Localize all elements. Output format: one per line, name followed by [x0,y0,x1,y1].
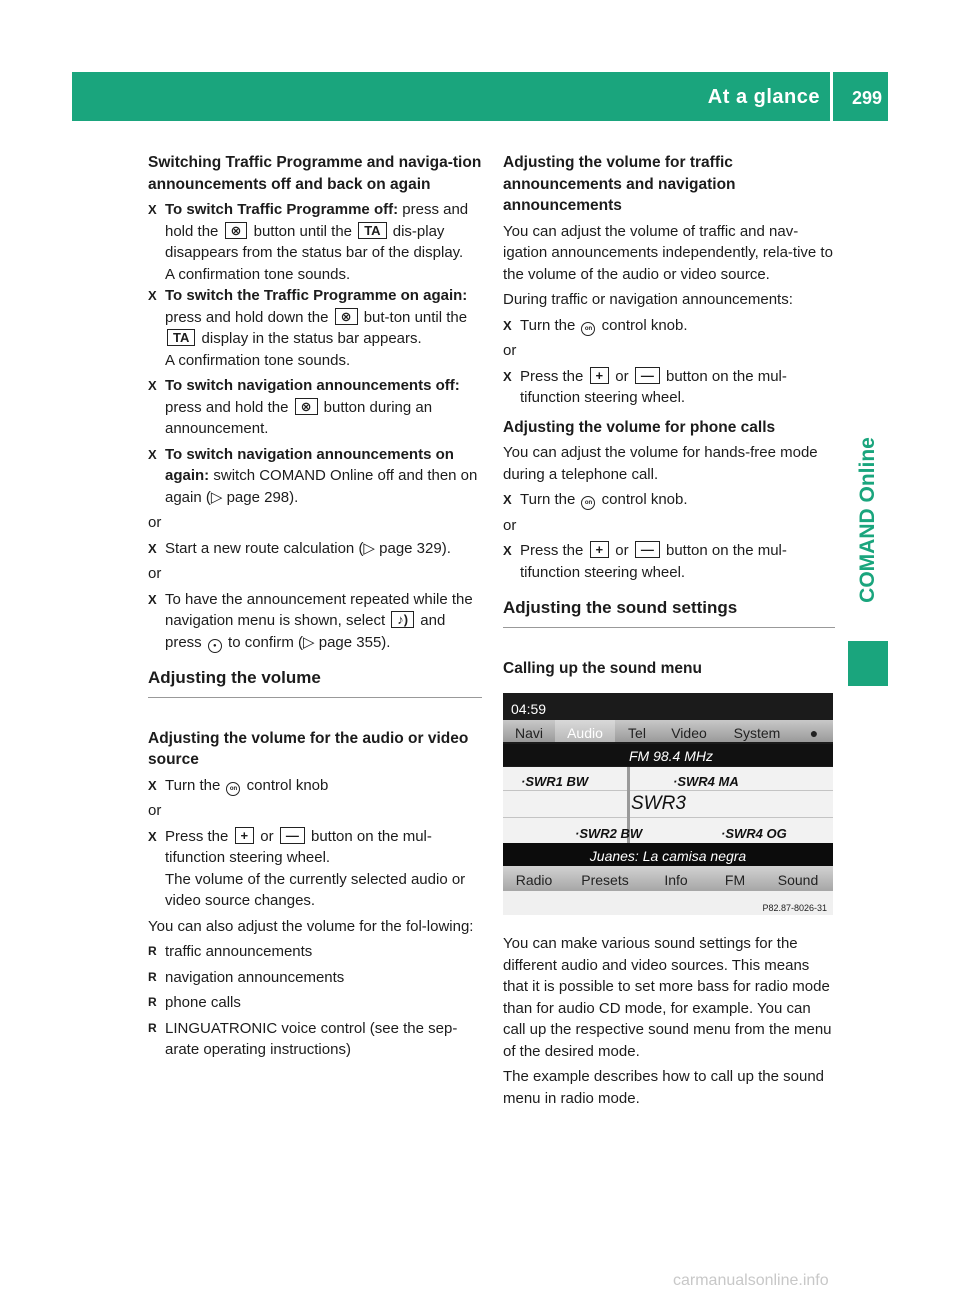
step-label: To switch the Traffic Programme on again: [165,287,468,304]
instruction-step [148,589,482,654]
page-number: 299 [851,88,882,108]
step-text: to confirm (▷ page 355). [223,633,391,651]
control-knob-icon: on [581,496,595,510]
plus-button-icon: + [235,827,255,844]
step-text: button during an announcement. [165,398,433,437]
step-text: press and hold down the [165,308,333,326]
menu-item-fm[interactable]: FM [724,872,746,888]
bullet-icon: R [148,944,157,958]
step-arrow-icon: X [503,368,512,384]
clock: 04:59 [511,701,547,717]
step-arrow-icon: X [148,202,157,217]
body-text: You can make various sound settings for the different audio and video sources. This means that it is possible to set more bass for radio mode than for audio CD mode, for example. You can call up the respective sound menu from the menu of the desired mode. [503,935,832,1060]
step-text: or [611,367,633,385]
minus-button-icon: — [280,827,305,844]
or-text: or [148,802,162,819]
menu-item-audio[interactable]: Audio [555,720,615,742]
step-text: display in the status bar appears. [197,330,422,347]
bullet-icon: R [148,969,157,984]
step-text: Press the [520,367,588,385]
now-playing: Juanes: La camisa negra [503,843,833,866]
frequency-display: FM 98.4 MHz [503,744,833,766]
station-item[interactable]: ·SWR2 BW [575,826,643,841]
step-text: control knob. [597,491,688,508]
step-text: press and hold the [165,398,293,416]
mute-button-icon: ⊗ [335,308,358,325]
header-divider [830,72,833,121]
body-text: During traffic or navigation announcements: [503,291,793,308]
body-text: You can adjust the volume for hands-free mode during a telephone call. [503,444,818,483]
bullet-item [148,992,482,1014]
step-text: Turn the [520,491,580,508]
step-arrow-icon: X [503,492,512,507]
section-title: At a glance [707,86,820,108]
menu-item-radio[interactable]: Radio [515,872,553,888]
station-item[interactable]: ·SWR4 OG [721,826,787,841]
subsection-heading: Adjusting the volume for traffic announcements and navigation announcements [503,154,736,214]
menu-item-system[interactable]: System [733,725,781,741]
instruction-step [148,375,482,440]
station-list [503,767,833,843]
instruction-step [503,366,835,409]
control-knob-icon: on [226,782,240,796]
step-text: Start a new route calculation (▷ page 329). [165,539,451,557]
subsection-heading: Adjusting the volume for the audio or video source [148,729,469,768]
ta-display-icon: TA [167,329,195,346]
step-text: control knob [242,776,329,794]
section-heading: Adjusting the sound settings [503,597,835,628]
instruction-step [148,775,482,797]
mute-button-icon: ⊗ [295,398,318,415]
step-text: button until the [249,222,357,240]
body-text: You can adjust the volume of traffic and nav-igation announcements independently, rela-tive to the volume of the audio or video source. [503,222,833,283]
instruction-step [503,489,835,511]
menu-dot-icon: ● [809,725,819,741]
bullet-text: phone calls [165,994,241,1011]
step-note: A confirmation tone sounds. [165,265,351,283]
step-arrow-icon: X [148,777,157,793]
side-tab [848,420,888,620]
menu-item-info[interactable]: Info [664,872,688,888]
station-item[interactable]: ·SWR1 BW [521,774,589,789]
step-arrow-icon: X [148,378,157,393]
step-text: press and hold the [165,201,469,240]
ta-display-icon: TA [358,222,386,239]
step-arrow-icon: X [503,317,512,333]
left-column [148,152,482,1061]
step-text: button on the mul-tifunction steering wheel. [520,542,787,581]
instruction-step [148,538,482,560]
subsection-heading: Calling up the sound menu [503,659,702,677]
instruction-step [503,540,835,583]
step-text: or [256,827,278,845]
bullet-icon: R [148,1020,157,1035]
plus-button-icon: + [590,541,610,558]
controller-press-icon: ● [208,639,222,653]
watermark: carmanualsonline.info [673,1272,829,1289]
instruction-step [503,315,835,337]
step-label: To switch navigation announcements on again: [165,445,454,484]
minus-button-icon: — [635,541,660,558]
section-heading: Switching Traffic Programme and naviga-tion announcements off and back on again [148,154,482,193]
minus-button-icon: — [635,367,660,384]
subsection-heading: Adjusting the volume for phone calls [503,418,776,436]
or-text: or [503,516,517,534]
bullet-icon: R [148,995,157,1009]
step-text: To have the announcement repeated while the navigation menu is shown, select [165,590,473,629]
control-knob-icon: on [581,322,595,336]
step-text: Press the [520,542,588,559]
menu-item-sound[interactable]: Sound [777,872,819,888]
step-text: button on the mul-tifunction steering wheel. [165,827,432,866]
menu-item-video[interactable]: Video [671,725,707,741]
instruction-step [148,444,482,509]
figure-reference: P82.87-8026-31 [503,891,833,915]
instruction-step [148,285,482,371]
step-label: To switch Traffic Programme off: [165,201,399,218]
station-item-selected[interactable]: SWR3 [631,793,686,814]
or-text: or [148,565,162,582]
step-arrow-icon: X [148,828,157,844]
side-tab-label: COMAND Online [856,437,879,603]
step-text: control knob. [597,316,688,334]
bullet-item [148,967,482,989]
header-bar [72,72,888,121]
step-text: but-ton until the [359,308,468,326]
menu-item-tel[interactable]: Tel [628,725,646,741]
step-text: Turn the [165,776,225,794]
step-text: button on the mul-tifunction steering wheel. [520,367,787,406]
step-arrow-icon: X [148,288,157,303]
body-text: You can also adjust the volume for the fol-lowing: [148,917,474,935]
main-menu-bar [503,720,833,742]
station-item[interactable]: ·SWR4 MA [673,774,739,789]
instruction-step [148,826,482,912]
bullet-item [148,1018,482,1061]
step-arrow-icon: X [148,591,157,607]
step-text: switch COMAND Online off and then on again (▷ page 298). [165,467,478,506]
menu-item-navi[interactable]: Navi [514,725,543,741]
body-text: The example describes how to call up the sound menu in radio mode. [503,1068,825,1107]
right-column [503,152,835,1109]
bullet-text: LINGUATRONIC voice control (see the sep-arate operating instructions) [165,1019,458,1058]
section-heading: Adjusting the volume [148,667,482,698]
bullet-item [148,941,482,963]
step-note: The volume of the currently selected audio or video source changes. [165,870,466,909]
step-text: dis-play disappears from the status bar of the display. [165,222,464,261]
bottom-menu-bar [503,866,833,891]
step-arrow-icon: X [148,446,157,462]
repeat-announcement-icon: ♪) [391,611,414,628]
step-note: A confirmation tone sounds. [165,351,351,369]
bullet-text: traffic announcements [165,943,313,960]
step-text: Press the [165,827,233,845]
menu-item-presets[interactable]: Presets [581,872,629,888]
mute-button-icon: ⊗ [225,222,248,239]
plus-button-icon: + [590,367,610,384]
side-tab-block [848,641,888,686]
or-text: or [503,342,517,359]
step-arrow-icon: X [148,540,157,556]
step-text: and press [165,612,446,651]
step-text: Turn the [520,316,580,334]
or-text: or [148,514,162,531]
step-arrow-icon: X [503,543,512,558]
bullet-text: navigation announcements [165,968,345,986]
instruction-step [148,199,482,285]
comand-display-screenshot [503,693,833,915]
step-label: To switch navigation announcements off: [165,377,460,394]
step-text: or [611,542,633,559]
